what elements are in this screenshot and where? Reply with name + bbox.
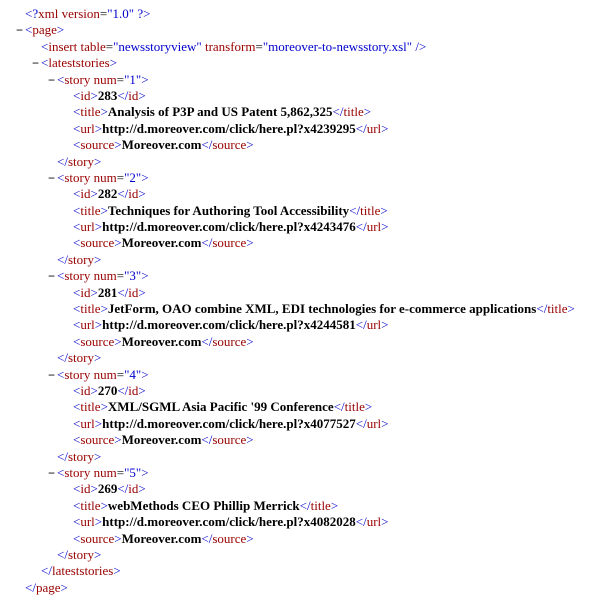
- collapse-toggle-icon[interactable]: −: [47, 465, 55, 480]
- element-text-source: Moreover.com: [121, 530, 202, 546]
- tag-punct: <: [73, 382, 81, 398]
- element-name: id: [80, 186, 91, 202]
- attr-eq: =: [116, 366, 125, 382]
- attr-eq: =: [116, 268, 125, 284]
- element-name: url: [366, 514, 382, 530]
- attr-name: num: [93, 268, 117, 284]
- tag-punct: <: [73, 87, 81, 103]
- tag-punct: </: [117, 186, 129, 202]
- element-name: source: [80, 137, 115, 153]
- element-name: story: [67, 448, 94, 464]
- tag-punct: <: [73, 235, 81, 251]
- xml-line: [4, 301, 614, 317]
- xml-line: [4, 383, 614, 399]
- tag-punct: >: [138, 186, 146, 202]
- element-name: url: [366, 219, 382, 235]
- xml-line: [4, 154, 614, 170]
- collapse-toggle-icon[interactable]: −: [47, 269, 55, 284]
- element-name: title: [310, 497, 331, 513]
- tag-punct: >: [90, 186, 98, 202]
- element-name: url: [80, 219, 95, 235]
- tag-punct: <: [73, 120, 81, 136]
- tag-punct: </: [536, 301, 548, 317]
- element-name: story: [64, 71, 91, 87]
- element-text-id: 269: [97, 481, 118, 497]
- element-name: id: [128, 284, 139, 300]
- xml-line: [4, 203, 614, 219]
- element-name: story: [64, 366, 91, 382]
- tag-punct: <: [25, 22, 33, 38]
- tag-punct: >: [114, 137, 122, 153]
- tag-punct: >: [138, 87, 146, 103]
- tag-punct: >: [93, 448, 102, 464]
- element-name: title: [343, 104, 364, 120]
- xml-line: [4, 88, 614, 104]
- element-name: story: [64, 268, 91, 284]
- tag-punct: <: [57, 169, 65, 185]
- tag-punct: >: [141, 169, 149, 185]
- tag-punct: >: [94, 514, 103, 530]
- element-name: title: [344, 399, 365, 415]
- tag-punct: >: [93, 350, 102, 366]
- xml-line: [4, 285, 614, 301]
- tag-punct: >: [90, 87, 98, 103]
- xml-line: [4, 350, 614, 366]
- element-name: id: [128, 186, 139, 202]
- element-text-url: http://d.moreover.com/click/here.pl?x4244581: [102, 317, 356, 333]
- element-text-title: Techniques for Authoring Tool Accessibility: [107, 202, 350, 218]
- element-text-url: http://d.moreover.com/click/here.pl?x4077527: [102, 415, 356, 431]
- xml-line: [4, 235, 614, 251]
- attr-name: num: [93, 71, 117, 87]
- element-name: id: [80, 284, 91, 300]
- tag-punct: >: [94, 415, 103, 431]
- xml-line: [4, 547, 614, 563]
- tag-punct: <: [73, 137, 81, 153]
- tag-punct: </: [117, 284, 129, 300]
- element-name: source: [80, 530, 115, 546]
- attr-value: "4": [124, 366, 142, 382]
- element-name: source: [80, 235, 115, 251]
- element-text-source: Moreover.com: [121, 235, 202, 251]
- xml-line: [4, 416, 614, 432]
- element-text-id: 270: [97, 382, 118, 398]
- tag-punct: <: [73, 399, 81, 415]
- element-name: lateststories: [48, 55, 110, 71]
- xml-line: [4, 268, 614, 284]
- attr-value: "5": [124, 464, 142, 480]
- tag-punct: >: [138, 284, 146, 300]
- xml-line: [4, 72, 614, 88]
- tag-punct: <: [73, 186, 81, 202]
- tag-punct: >: [246, 432, 254, 448]
- pi-name: xml: [38, 6, 59, 21]
- element-text-id: 283: [97, 87, 118, 103]
- element-text-title: Analysis of P3P and US Patent 5,862,325: [107, 104, 333, 120]
- tag-punct: <: [73, 514, 81, 530]
- tag-punct: <: [73, 202, 81, 218]
- tag-punct: <: [73, 104, 81, 120]
- element-name: story: [64, 169, 91, 185]
- element-name: story: [67, 546, 94, 562]
- element-name: source: [212, 137, 247, 153]
- tag-punct: >: [138, 481, 146, 497]
- element-text-url: http://d.moreover.com/click/here.pl?x4239295: [102, 120, 356, 136]
- tag-punct: </: [355, 317, 367, 333]
- element-text-title: JetForm, OAO combine XML, EDI technologies for e-commerce applications: [107, 301, 537, 317]
- xml-line: [4, 498, 614, 514]
- element-text-title: webMethods CEO Phillip Merrick: [107, 497, 300, 513]
- tag-punct: >: [330, 497, 339, 513]
- tag-punct: >: [93, 153, 102, 169]
- tag-punct: >: [109, 55, 118, 71]
- tag-punct: </: [57, 448, 68, 464]
- tag-punct: >: [141, 464, 149, 480]
- collapse-toggle-icon[interactable]: −: [47, 72, 55, 87]
- tag-punct: >: [246, 530, 254, 546]
- xml-line: [4, 514, 614, 530]
- tag-punct: <: [73, 497, 81, 513]
- element-name: title: [80, 399, 101, 415]
- element-name: source: [212, 235, 247, 251]
- collapse-toggle-icon[interactable]: −: [31, 56, 39, 71]
- tag-punct: <: [73, 432, 81, 448]
- tag-punct: >: [100, 202, 108, 218]
- xml-line: [4, 580, 614, 596]
- tag-punct: >: [141, 366, 149, 382]
- attr-name: num: [93, 366, 117, 382]
- tag-punct: </: [201, 432, 213, 448]
- element-name: source: [212, 530, 247, 546]
- tag-punct: </: [299, 497, 311, 513]
- xml-line: [4, 39, 614, 55]
- tag-punct: <: [73, 301, 81, 317]
- xml-line: [4, 432, 614, 448]
- attr-eq: =: [116, 169, 125, 185]
- element-name: url: [80, 317, 95, 333]
- xml-line: [4, 121, 614, 137]
- tag-punct: <: [41, 55, 49, 71]
- tag-punct: ?>: [137, 6, 151, 21]
- attr-value: "newsstoryview": [113, 38, 202, 54]
- tag-punct: >: [94, 120, 103, 136]
- tag-punct: >: [90, 481, 98, 497]
- element-text-source: Moreover.com: [121, 333, 202, 349]
- tag-punct: >: [94, 219, 103, 235]
- tag-punct: >: [246, 235, 254, 251]
- tag-punct: >: [100, 497, 108, 513]
- element-name: title: [80, 301, 101, 317]
- element-name: url: [80, 514, 95, 530]
- tag-punct: </: [349, 202, 361, 218]
- tag-punct: >: [93, 251, 102, 267]
- tag-punct: >: [246, 137, 254, 153]
- element-text-id: 282: [97, 186, 118, 202]
- tag-punct: </: [57, 251, 68, 267]
- tag-punct: >: [381, 514, 389, 530]
- attr-eq: =: [116, 464, 125, 480]
- tag-punct: </: [201, 530, 213, 546]
- tag-punct: </: [355, 120, 367, 136]
- xml-line: [4, 399, 614, 415]
- xml-line: [4, 104, 614, 120]
- tag-punct: <: [73, 219, 81, 235]
- attr-value: "2": [124, 169, 142, 185]
- element-name: title: [360, 202, 381, 218]
- tag-punct: >: [364, 399, 373, 415]
- tag-punct: <?: [25, 6, 39, 21]
- tag-punct: >: [93, 546, 102, 562]
- attr-value: "1": [124, 71, 142, 87]
- tag-punct: >: [94, 317, 103, 333]
- xml-line: [4, 531, 614, 547]
- tag-punct: </: [117, 481, 129, 497]
- element-name: story: [67, 251, 94, 267]
- xml-line: [4, 563, 614, 579]
- xml-line: [4, 252, 614, 268]
- tag-punct: >: [56, 22, 65, 38]
- element-name: title: [547, 301, 568, 317]
- tag-punct: >: [114, 530, 122, 546]
- tag-punct: >: [381, 120, 389, 136]
- attr-name: table: [80, 38, 106, 54]
- tag-punct: <: [73, 415, 81, 431]
- tag-punct: </: [333, 399, 345, 415]
- tag-punct: >: [567, 301, 575, 317]
- tag-punct: </: [41, 563, 52, 579]
- element-name: id: [80, 382, 91, 398]
- element-name: url: [366, 120, 382, 136]
- element-name: source: [212, 432, 247, 448]
- attr-value: "moreover-to-newsstory.xsl": [262, 38, 413, 54]
- tag-punct: <: [73, 333, 81, 349]
- xml-line: [4, 465, 614, 481]
- tag-punct: >: [141, 71, 149, 87]
- element-name: page: [35, 579, 61, 595]
- tag-punct: <: [57, 464, 65, 480]
- tag-punct: </: [57, 350, 68, 366]
- tag-punct: </: [117, 382, 129, 398]
- element-name: id: [128, 382, 139, 398]
- tag-punct: >: [114, 432, 122, 448]
- attr-eq: =: [116, 71, 125, 87]
- element-name: source: [80, 333, 115, 349]
- collapse-toggle-icon[interactable]: −: [47, 170, 55, 185]
- tag-punct: </: [57, 153, 68, 169]
- element-name: id: [128, 87, 139, 103]
- xml-line: [4, 449, 614, 465]
- xml-line: [4, 22, 614, 38]
- tag-punct: </: [201, 137, 213, 153]
- tag-punct: >: [381, 415, 389, 431]
- tag-punct: >: [141, 268, 149, 284]
- xml-line: [4, 137, 614, 153]
- xml-line: [4, 186, 614, 202]
- tag-punct: </: [201, 333, 213, 349]
- element-name: story: [67, 350, 94, 366]
- attr-eq: =: [99, 6, 108, 21]
- tag-punct: >: [90, 284, 98, 300]
- element-name: source: [212, 333, 247, 349]
- element-name: id: [80, 87, 91, 103]
- tag-punct: <: [57, 366, 65, 382]
- attr-name: transform: [204, 38, 256, 54]
- collapse-toggle-icon[interactable]: −: [47, 367, 55, 382]
- tag-punct: >: [100, 301, 108, 317]
- element-name: lateststories: [51, 563, 114, 579]
- tag-punct: <: [73, 284, 81, 300]
- tag-punct: <: [73, 317, 81, 333]
- element-name: page: [32, 22, 57, 38]
- tag-punct: >: [113, 563, 121, 579]
- tag-punct: <: [41, 38, 49, 54]
- element-name: story: [67, 153, 94, 169]
- element-text-title: XML/SGML Asia Pacific '99 Conference: [107, 399, 334, 415]
- attr-value: "1.0": [107, 6, 135, 21]
- element-name: title: [80, 104, 101, 120]
- tag-punct: >: [363, 104, 372, 120]
- element-name: story: [64, 464, 91, 480]
- element-name: url: [366, 415, 382, 431]
- tag-punct: <: [57, 71, 65, 87]
- element-name: url: [80, 120, 95, 136]
- tag-punct: >: [381, 317, 389, 333]
- tag-punct: </: [201, 235, 213, 251]
- tag-punct: >: [90, 382, 98, 398]
- xml-line: [4, 367, 614, 383]
- element-text-id: 281: [97, 284, 118, 300]
- xml-line: [4, 219, 614, 235]
- tag-punct: </: [355, 219, 367, 235]
- xml-line: [4, 55, 614, 71]
- xml-line: [4, 317, 614, 333]
- tag-punct: >: [100, 399, 108, 415]
- tag-punct: >: [138, 382, 146, 398]
- tag-punct: >: [114, 333, 122, 349]
- element-name: url: [80, 415, 95, 431]
- tag-punct: </: [117, 87, 129, 103]
- xml-line: [4, 334, 614, 350]
- element-name: source: [80, 432, 115, 448]
- tag-punct: </: [25, 579, 36, 595]
- tag-punct: </: [355, 415, 367, 431]
- element-name: insert: [48, 38, 78, 54]
- tag-punct: >: [100, 104, 108, 120]
- tag-punct: <: [73, 530, 81, 546]
- xml-line: [4, 481, 614, 497]
- attr-name: num: [93, 464, 117, 480]
- tag-punct: </: [57, 546, 68, 562]
- attr-eq: =: [105, 38, 114, 54]
- element-name: url: [366, 317, 382, 333]
- tag-punct: >: [114, 235, 122, 251]
- element-text-url: http://d.moreover.com/click/here.pl?x4243476: [102, 219, 356, 235]
- attr-eq: =: [255, 38, 263, 54]
- element-name: id: [80, 481, 91, 497]
- tag-punct: />: [415, 38, 427, 54]
- tag-punct: >: [246, 333, 254, 349]
- element-name: title: [80, 202, 101, 218]
- tag-punct: </: [355, 514, 367, 530]
- tag-punct: </: [332, 104, 344, 120]
- element-text-source: Moreover.com: [121, 432, 202, 448]
- element-name: title: [80, 497, 101, 513]
- xml-line: [4, 170, 614, 186]
- element-text-source: Moreover.com: [121, 137, 202, 153]
- xml-line: [4, 6, 614, 22]
- attr-name: num: [93, 169, 117, 185]
- element-name: id: [128, 481, 139, 497]
- collapse-toggle-icon[interactable]: −: [15, 23, 23, 38]
- tag-punct: >: [381, 219, 389, 235]
- attr-name: version: [61, 6, 100, 21]
- tag-punct: <: [73, 481, 81, 497]
- tag-punct: <: [57, 268, 65, 284]
- tag-punct: >: [60, 579, 68, 595]
- element-text-url: http://d.moreover.com/click/here.pl?x4082028: [102, 514, 356, 530]
- tag-punct: >: [380, 202, 388, 218]
- attr-value: "3": [124, 268, 142, 284]
